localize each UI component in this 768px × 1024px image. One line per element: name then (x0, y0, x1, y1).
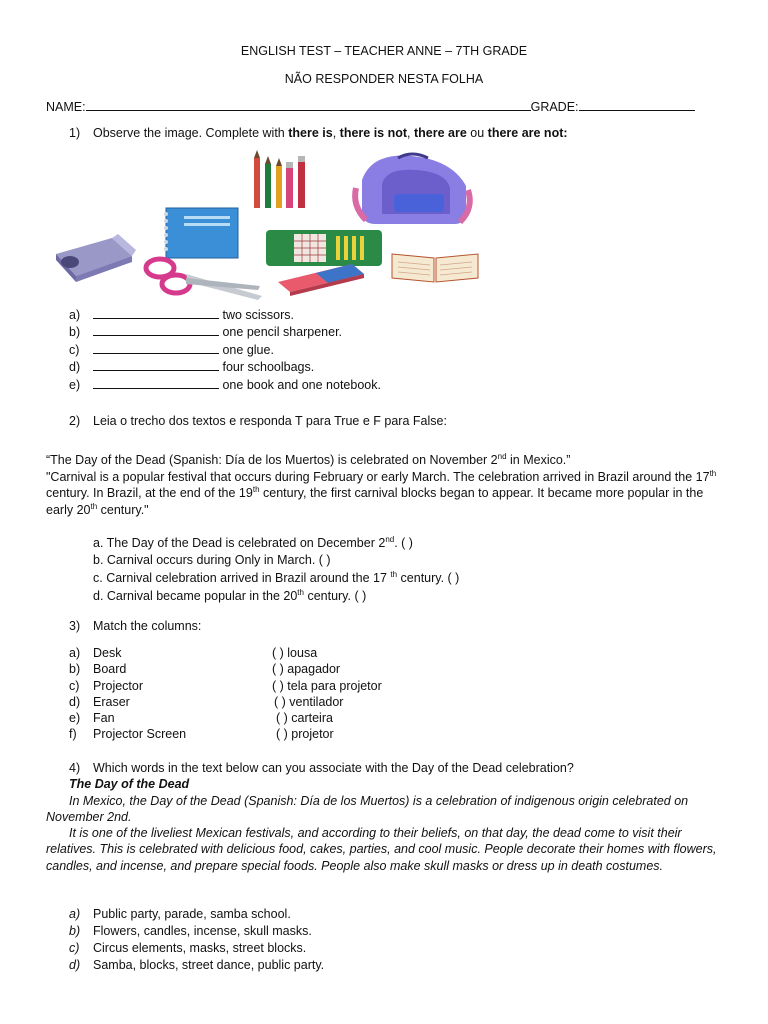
test-title: ENGLISH TEST – TEACHER ANNE – 7TH GRADE (240, 44, 528, 58)
grade-blank[interactable] (579, 100, 695, 111)
q3-right-item[interactable]: ( ) tela para projetor (272, 679, 382, 693)
q4-prompt: Which words in the text below can you associate with the Day of the Dead celebration? (93, 761, 574, 775)
q1-item: four schoolbags. (93, 360, 314, 374)
answer-blank[interactable] (93, 360, 219, 371)
grade-label: GRADE: (530, 100, 579, 114)
q1-number: 1) (69, 126, 81, 140)
q3-left-letter: a) (69, 646, 81, 660)
q3-left-letter: d) (69, 695, 81, 709)
q2-statement[interactable]: b. Carnival occurs during Only in March. ( ) (93, 553, 331, 567)
book-icon (390, 248, 482, 284)
name-label: NAME: (46, 100, 86, 114)
q3-right-item[interactable]: ( ) lousa (272, 646, 318, 660)
q3-right-item[interactable]: ( ) carteira (276, 711, 333, 725)
q3-right-item[interactable]: ( ) ventilador (274, 695, 344, 709)
q1-item: two scissors. (93, 308, 294, 322)
name-blank[interactable] (86, 100, 531, 111)
q1-item-letter: e) (69, 378, 81, 392)
q3-left-letter: f) (69, 727, 77, 741)
notebook-icon (162, 204, 242, 260)
q4-option[interactable]: Public party, parade, samba school. (93, 907, 291, 921)
q3-left-item: Fan (93, 711, 115, 725)
q2-statement[interactable]: c. Carnival celebration arrived in Brazil around the 17 $^{th}$ century. ( ) (93, 569, 460, 585)
q3-left-letter: e) (69, 711, 81, 725)
name-line (46, 100, 695, 114)
q4-number: 4) (69, 761, 81, 775)
q1-item: one pencil sharpener. (93, 325, 342, 339)
q4-option-letter: d) (69, 958, 81, 972)
q2-quote-day-of-dead: “The Day of the Dead (Spanish: Día de los Muertos) is celebrated on November 2nd in Mexico.” (46, 451, 571, 467)
q4-option-letter: a) (69, 907, 81, 921)
scissors-icon (142, 256, 267, 302)
school-supplies-image (50, 148, 490, 300)
q3-number: 3) (69, 619, 81, 633)
q3-left-letter: b) (69, 662, 81, 676)
q1-item-letter: b) (69, 325, 81, 339)
answer-blank[interactable] (93, 325, 219, 336)
answer-blank[interactable] (93, 343, 219, 354)
q3-right-item[interactable]: ( ) apagador (272, 662, 341, 676)
q1-item-letter: a) (69, 308, 81, 322)
eraser-icon (276, 260, 368, 296)
q1-item-letter: c) (69, 343, 80, 357)
q2-statement[interactable]: d. Carnival became popular in the 20th century. ( ) (93, 587, 367, 603)
q2-quote-carnival: "Carnival is a popular festival that occurs during February or early March. The celebration arrived in Brazil around the 17th century. In Brazil, at the end of the 19th century, the first carnival blocks began to appear. It became more popular in the early 20th century." (46, 468, 717, 517)
q3-right-item[interactable]: ( ) projetor (276, 727, 334, 741)
q4-option[interactable]: Circus elements, masks, street blocks. (93, 941, 307, 955)
q3-left-letter: c) (69, 679, 80, 693)
q4-option-letter: c) (69, 941, 80, 955)
story-paragraph: In Mexico, the Day of the Dead (Spanish: Día de los Muertos) is a celebration of indigenous origin celebrated on November 2nd. (46, 794, 689, 825)
q1-prompt: Observe the image. Complete with there is, there is not, there are ou there are not: (93, 126, 568, 140)
test-subtitle: NÃO RESPONDER NESTA FOLHA (284, 72, 484, 86)
q3-prompt: Match the columns: (93, 619, 202, 633)
q4-option[interactable]: Flowers, candles, incense, skull masks. (93, 924, 312, 938)
answer-blank[interactable] (93, 308, 219, 319)
q3-left-item: Eraser (93, 695, 130, 709)
q2-prompt: Leia o trecho dos textos e responda T para True e F para False: (93, 414, 447, 428)
q1-item: one book and one notebook. (93, 378, 381, 392)
q1-item: one glue. (93, 343, 274, 357)
q4-option-letter: b) (69, 924, 81, 938)
q3-left-item: Projector (93, 679, 144, 693)
q3-left-item: Desk (93, 646, 122, 660)
schoolbag-icon (342, 150, 482, 230)
story-title: The Day of the Dead (69, 777, 190, 791)
story-paragraph: It is one of the liveliest Mexican festivals, and according to their beliefs, on that day, the dead come to visit their relatives. This is celebrated with delicious food, cakes, parties, and cool music. People decorate their homes with flowers, candles, and incense, and prepare special foods. People also make skull masks or dress up in death costumes. (46, 826, 717, 873)
q4-option[interactable]: Samba, blocks, street dance, public party. (93, 958, 325, 972)
q2-statement[interactable]: a. The Day of the Dead is celebrated on December 2nd. ( ) (93, 534, 413, 550)
q2-number: 2) (69, 414, 81, 428)
q3-left-item: Projector Screen (93, 727, 187, 741)
q3-left-item: Board (93, 662, 127, 676)
pencils-icon (250, 150, 310, 212)
pencil-sharpener-icon (52, 232, 142, 282)
q1-item-letter: d) (69, 360, 81, 374)
answer-blank[interactable] (93, 378, 219, 389)
